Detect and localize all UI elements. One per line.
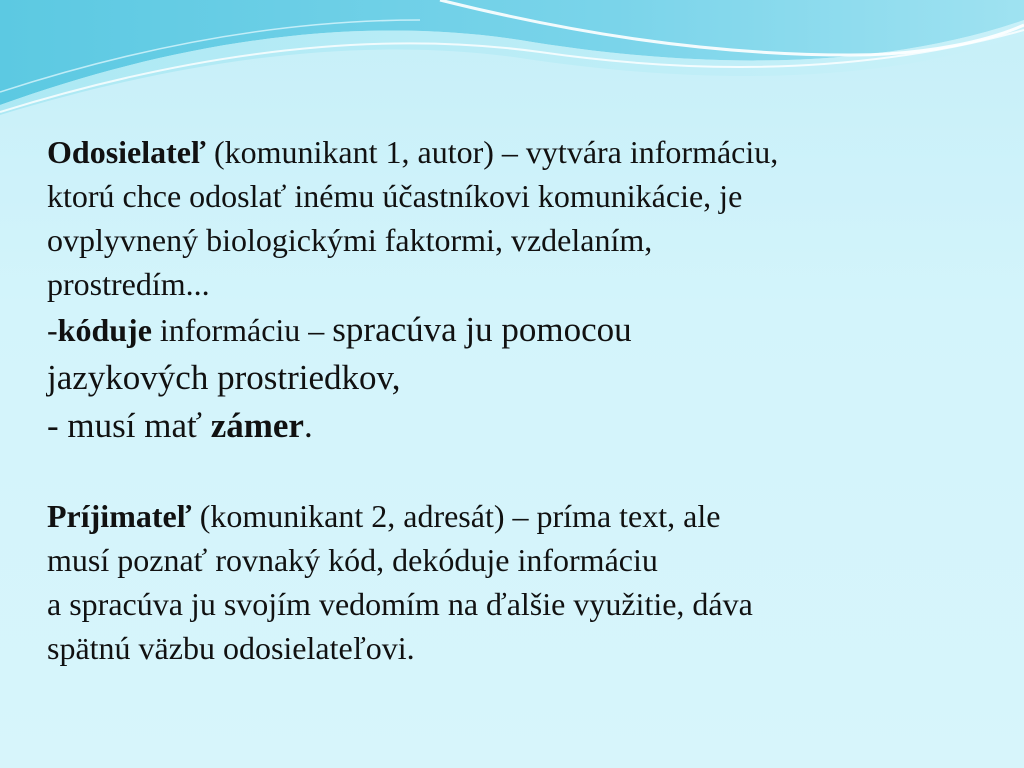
- encode-text-a: informáciu –: [151, 312, 333, 348]
- intent-prefix: - musí mať: [47, 406, 211, 445]
- paragraph-spacer: [47, 450, 987, 494]
- sender-term: Odosielateľ: [47, 134, 206, 170]
- sender-line-3: ovplyvnený biologickými faktormi, vzdelaním,: [47, 222, 653, 258]
- sender-paragraph: [47, 130, 987, 450]
- encode-line-1: [47, 306, 987, 354]
- receiver-line-3: a spracúva ju svojím vedomím na ďalšie využitie, dáva: [47, 586, 753, 622]
- sender-line-4: prostredím...: [47, 266, 210, 302]
- intent-suffix: .: [303, 406, 313, 445]
- receiver-term: Príjimateľ: [47, 498, 192, 534]
- receiver-line-2: musí poznať rovnaký kód, dekóduje informáciu: [47, 542, 658, 578]
- receiver-line-4: spätnú väzbu odosielateľovi.: [47, 630, 415, 666]
- sender-definition: (komunikant 1, autor) – vytvára informáciu,: [205, 134, 779, 170]
- encode-term: kóduje: [57, 312, 152, 348]
- receiver-line-1: [47, 494, 987, 538]
- slide-body: [47, 130, 987, 670]
- receiver-paragraph: [47, 494, 987, 670]
- receiver-definition: (komunikant 2, adresát) – príma text, ale: [191, 498, 721, 534]
- sender-line-2: ktorú chce odoslať inému účastníkovi komunikácie, je: [47, 178, 743, 214]
- encode-line-2: jazykových prostriedkov,: [47, 358, 401, 397]
- encode-text-b: spracúva ju pomocou: [332, 310, 632, 349]
- intent-term: zámer: [210, 406, 304, 445]
- decorative-wave-header: [0, 0, 1024, 130]
- intent-line: [47, 402, 987, 450]
- encode-prefix: -: [47, 312, 58, 348]
- sender-line-1: [47, 130, 987, 174]
